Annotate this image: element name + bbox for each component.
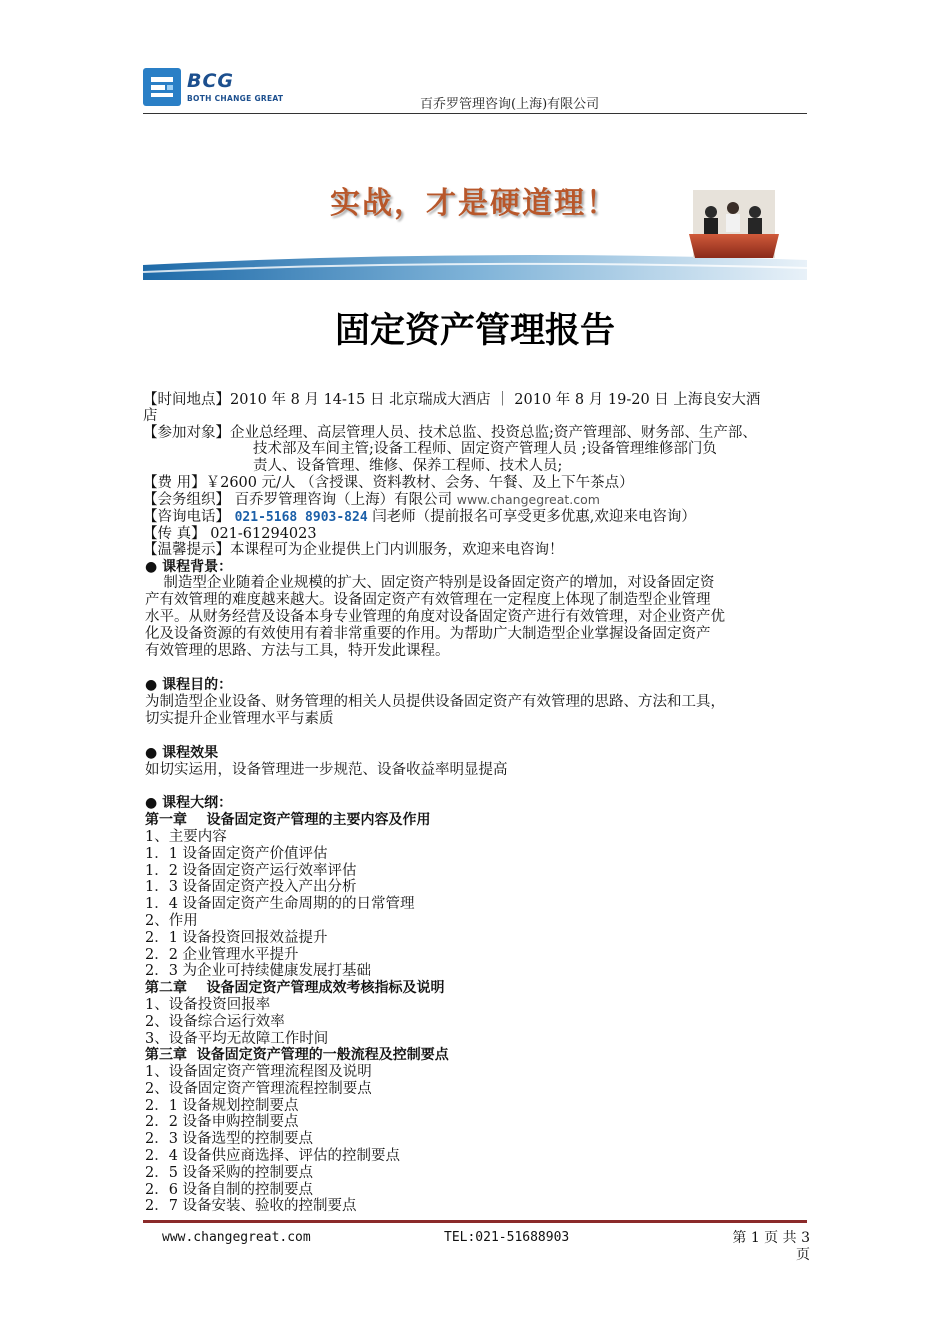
organizer-url[interactable]: www.changegreat.com xyxy=(456,492,600,507)
header-divider xyxy=(143,113,807,114)
objective-heading: ● 课程目的： xyxy=(145,677,233,693)
list-item: 2、作用 xyxy=(145,912,198,929)
list-item: 2．1 设备投资回报效益提升 xyxy=(145,929,328,946)
list-item: 1．4 设备固定资产生命周期的的日常管理 xyxy=(145,896,415,913)
chapter-3-list xyxy=(145,1064,400,1215)
background-line5: 有效管理的思路、方法与工具，特开发此课程。 xyxy=(145,643,450,659)
list-item: 2．2 设备申购控制要点 xyxy=(145,1114,299,1131)
tip-value: 本课程可为企业提供上门内训服务，欢迎来电咨询！ xyxy=(230,542,564,558)
list-item: 1．2 设备固定资产运行效率评估 xyxy=(145,862,357,879)
phone-contact: 闫老师（提前报名可享受更多优惠,欢迎来电咨询） xyxy=(372,509,696,525)
time-place-label: 【时间地点】 xyxy=(143,392,230,408)
fee-label: 【费 用】 xyxy=(143,475,206,491)
objective-line1: 为制造型企业设备、财务管理的相关人员提供设备固定资产有效管理的思路、方法和工具， xyxy=(145,694,725,710)
list-item: 2．5 设备采购的控制要点 xyxy=(145,1164,314,1181)
banner-slogan: 实战，才是硬道理！ xyxy=(330,186,618,221)
list-item: 2．7 设备安装、验收的控制要点 xyxy=(145,1198,357,1215)
list-item: 1、主要内容 xyxy=(145,829,227,845)
outline-heading: ● 课程大纲： xyxy=(145,795,233,811)
background-line3: 水平。从财务经营及设备本身专业管理的角度对设备固定资产进行有效管理，对企业资产优 xyxy=(145,609,725,625)
organizer-row xyxy=(143,492,600,509)
header-company-name: 百乔罗管理咨询(上海)有限公司 xyxy=(420,97,600,112)
background-heading: ● 课程背景： xyxy=(145,559,233,575)
audience-label: 【参加对象】 xyxy=(143,425,230,441)
fax-label: 【传 真】 xyxy=(143,526,206,542)
fee-row xyxy=(143,475,634,492)
effect-heading: ● 课程效果 xyxy=(145,745,219,761)
list-item: 2．6 设备自制的控制要点 xyxy=(145,1181,314,1198)
list-item: 1．3 设备固定资产投入产出分析 xyxy=(145,879,357,896)
audience-line1: 企业总经理、高层管理人员、技术总监、投资总监;资产管理部、财务部、生产部、 xyxy=(230,425,757,441)
logo-subtitle: BOTH CHANGE GREAT xyxy=(187,94,284,103)
chapter-2-title: 第二章 设备固定资产管理成效考核指标及说明 xyxy=(145,980,445,996)
footer-divider xyxy=(143,1220,807,1223)
company-logo xyxy=(143,68,181,106)
list-item: 2．1 设备规划控制要点 xyxy=(145,1097,299,1114)
page-title: 固定资产管理报告 xyxy=(334,311,615,351)
audience-row xyxy=(143,425,757,442)
tip-row xyxy=(143,542,564,559)
footer-tel: TEL:021-51688903 xyxy=(444,1230,570,1245)
audience-line3: 责人、设备管理、维修、保养工程师、技术人员; xyxy=(253,458,563,474)
list-item: 2、设备综合运行效率 xyxy=(145,1013,285,1030)
list-item: 2、设备固定资产管理流程控制要点 xyxy=(145,1080,372,1097)
effect-line1: 如切实运用，设备管理进一步规范、设备收益率明显提高 xyxy=(145,762,508,778)
chapter-1-list xyxy=(145,829,415,980)
time-place-row xyxy=(143,392,760,409)
phone-number: 021-5168 8903-824 xyxy=(234,510,368,525)
list-item: 2．2 企业管理水平提升 xyxy=(145,946,299,963)
list-item: 2．3 设备选型的控制要点 xyxy=(145,1131,314,1148)
objective-line2: 切实提升企业管理水平与素质 xyxy=(145,711,334,727)
footer-page-number: 第 1 页 共 3 页 xyxy=(732,1230,810,1263)
logo-mark-icon xyxy=(149,74,175,100)
tip-label: 【温馨提示】 xyxy=(143,542,230,558)
organizer-label: 【会务组织】 xyxy=(143,492,230,508)
list-item: 2．3 为企业可持续健康发展打基础 xyxy=(145,963,372,980)
chapter-2-list xyxy=(145,997,328,1047)
fax-row xyxy=(143,526,317,543)
background-line1: 制造型企业随着企业规模的扩大、固定资产特别是设备固定资产的增加，对设备固定资 xyxy=(145,575,715,591)
background-line4: 化及设备资源的有效使用有着非常重要的作用。为帮助广大制造型企业掌握设备固定资产 xyxy=(145,626,711,642)
list-item: 1、设备固定资产管理流程图及说明 xyxy=(145,1064,372,1080)
phone-label: 【咨询电话】 xyxy=(143,509,230,525)
list-item: 3、设备平均无故障工作时间 xyxy=(145,1030,329,1047)
phone-row xyxy=(143,509,696,527)
background-line2: 产有效管理的难度越来越大。设备固定资产有效管理在一定程度上体现了制造型企业管理 xyxy=(145,592,711,608)
organizer-value: 百乔罗管理咨询（上海）有限公司 xyxy=(234,492,453,508)
list-item: 1、设备投资回报率 xyxy=(145,997,271,1013)
list-item: 1．1 设备固定资产价值评估 xyxy=(145,845,328,862)
audience-line2: 技术部及车间主管;设备工程师、固定资产管理人员 ;设备管理维修部门负 xyxy=(253,441,717,457)
time-place-value: 2010 年 8 月 14-15 日 北京瑞成大酒店 ｜ 2010 年 8 月 19-20 日 上海良安大酒 xyxy=(230,392,761,408)
footer-url[interactable]: www.changegreat.com xyxy=(162,1230,311,1245)
list-item: 2．4 设备供应商选择、评估的控制要点 xyxy=(145,1147,401,1164)
time-place-wrap: 店 xyxy=(143,408,158,424)
chapter-3-title: 第三章 设备固定资产管理的一般流程及控制要点 xyxy=(145,1047,449,1063)
fax-value: 021-61294023 xyxy=(210,526,317,542)
chapter-1-title: 第一章 设备固定资产管理的主要内容及作用 xyxy=(145,812,431,828)
fee-value: ￥2600 元/人 （含授课、资料教材、会务、午餐、及上下午茶点） xyxy=(205,475,634,491)
logo-text: BCG xyxy=(187,70,235,92)
